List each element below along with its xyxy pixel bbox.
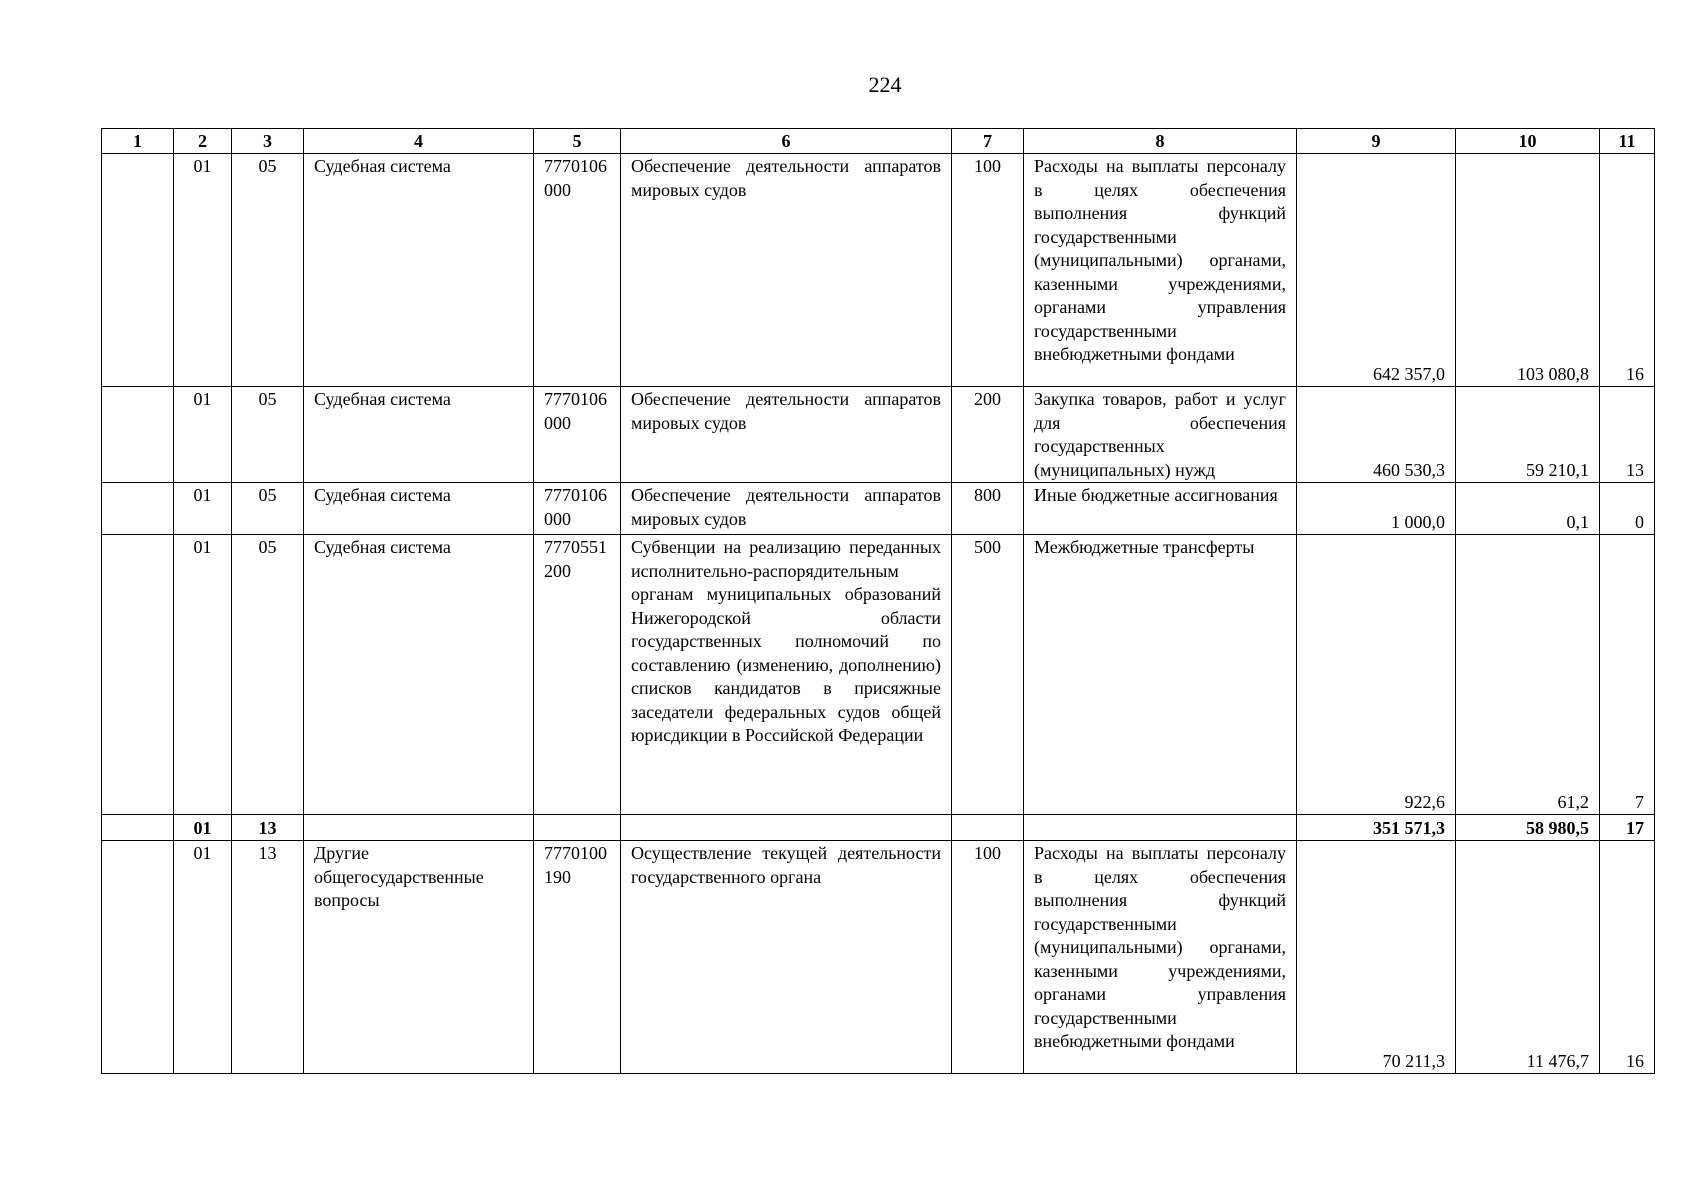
cell-actual: 61,2	[1456, 535, 1600, 815]
cell-target-name: Обеспечение деятельности аппаратов мировых судов	[621, 387, 952, 483]
cell-actual: 59 210,1	[1456, 387, 1600, 483]
table-row	[102, 535, 1655, 815]
column-header: 7	[952, 129, 1024, 154]
cell-plan: 922,6	[1297, 535, 1456, 815]
column-header: 6	[621, 129, 952, 154]
column-header: 4	[304, 129, 534, 154]
budget-table	[101, 128, 1655, 1074]
cell-actual: 103 080,8	[1456, 154, 1600, 387]
cell-section: 01	[174, 535, 232, 815]
cell-subsection: 05	[232, 483, 304, 535]
cell-section-name: Судебная система	[304, 483, 534, 535]
cell-plan: 460 530,3	[1297, 387, 1456, 483]
cell-expense-name: Расходы на выплаты персоналу в целях обеспечения выполнения функций государственными (муниципальными) органами, казенными учреждениями, органами управления государственными внебюджетными фондами	[1024, 841, 1297, 1074]
cell-target-code: 7770106000	[534, 154, 621, 387]
column-header: 11	[1600, 129, 1655, 154]
cell-expense-name: Иные бюджетные ассигнования	[1024, 483, 1297, 535]
cell-target-name: Субвенции на реализацию переданных исполнительно-распорядительным органам муниципальных образований Нижегородской области государственных полномочий по составлению (изменению, дополнению) списков кандидатов в присяжные заседатели федеральных судов общей юрисдикции в Российской Федерации	[621, 535, 952, 815]
cell-target-code	[534, 815, 621, 841]
table-row	[102, 154, 1655, 387]
subtotal-row	[102, 815, 1655, 841]
cell-section-name: Другие общегосударственные вопросы	[304, 841, 534, 1074]
cell-section-name: Судебная система	[304, 387, 534, 483]
column-header: 8	[1024, 129, 1297, 154]
cell-section-name: Судебная система	[304, 154, 534, 387]
cell-actual: 58 980,5	[1456, 815, 1600, 841]
cell-col1	[102, 483, 174, 535]
cell-percent: 17	[1600, 815, 1655, 841]
cell-target-name: Обеспечение деятельности аппаратов мировых судов	[621, 483, 952, 535]
cell-subsection: 13	[232, 841, 304, 1074]
cell-expense-code	[952, 815, 1024, 841]
cell-target-code: 7770106000	[534, 387, 621, 483]
cell-actual: 11 476,7	[1456, 841, 1600, 1074]
cell-subsection: 05	[232, 154, 304, 387]
column-header: 10	[1456, 129, 1600, 154]
cell-section: 01	[174, 841, 232, 1074]
cell-target-name: Обеспечение деятельности аппаратов мировых судов	[621, 154, 952, 387]
cell-col1	[102, 154, 174, 387]
cell-plan: 351 571,3	[1297, 815, 1456, 841]
cell-percent: 13	[1600, 387, 1655, 483]
cell-section-name	[304, 815, 534, 841]
cell-plan: 642 357,0	[1297, 154, 1456, 387]
table-row	[102, 841, 1655, 1074]
cell-col1	[102, 815, 174, 841]
page-number: 224	[868, 72, 902, 97]
cell-target-code: 7770551200	[534, 535, 621, 815]
cell-col1	[102, 387, 174, 483]
cell-expense-name	[1024, 815, 1297, 841]
column-header: 9	[1297, 129, 1456, 154]
cell-section-name: Судебная система	[304, 535, 534, 815]
cell-col1	[102, 841, 174, 1074]
column-header: 5	[534, 129, 621, 154]
cell-expense-code: 500	[952, 535, 1024, 815]
cell-section: 01	[174, 387, 232, 483]
cell-expense-name: Расходы на выплаты персоналу в целях обеспечения выполнения функций государственными (муниципальными) органами, казенными учреждениями, органами управления государственными внебюджетными фондами	[1024, 154, 1297, 387]
cell-plan: 70 211,3	[1297, 841, 1456, 1074]
cell-target-code: 7770100190	[534, 841, 621, 1074]
cell-section: 01	[174, 483, 232, 535]
cell-target-name	[621, 815, 952, 841]
cell-expense-code: 100	[952, 841, 1024, 1074]
cell-subsection: 05	[232, 387, 304, 483]
cell-percent: 16	[1600, 841, 1655, 1074]
cell-percent: 16	[1600, 154, 1655, 387]
column-header: 2	[174, 129, 232, 154]
column-header: 1	[102, 129, 174, 154]
cell-actual: 0,1	[1456, 483, 1600, 535]
column-header: 3	[232, 129, 304, 154]
cell-percent: 7	[1600, 535, 1655, 815]
cell-subsection: 05	[232, 535, 304, 815]
cell-section: 01	[174, 154, 232, 387]
cell-expense-code: 200	[952, 387, 1024, 483]
table-row	[102, 387, 1655, 483]
cell-expense-code: 100	[952, 154, 1024, 387]
cell-target-name: Осуществление текущей деятельности государственного органа	[621, 841, 952, 1074]
cell-plan: 1 000,0	[1297, 483, 1456, 535]
cell-col1	[102, 535, 174, 815]
cell-target-code: 7770106000	[534, 483, 621, 535]
cell-expense-name: Закупка товаров, работ и услуг для обеспечения государственных (муниципальных) нужд	[1024, 387, 1297, 483]
cell-percent: 0	[1600, 483, 1655, 535]
header-row	[102, 129, 1655, 154]
cell-expense-code: 800	[952, 483, 1024, 535]
cell-section: 01	[174, 815, 232, 841]
cell-subsection: 13	[232, 815, 304, 841]
table-row	[102, 483, 1655, 535]
cell-expense-name: Межбюджетные трансферты	[1024, 535, 1297, 815]
